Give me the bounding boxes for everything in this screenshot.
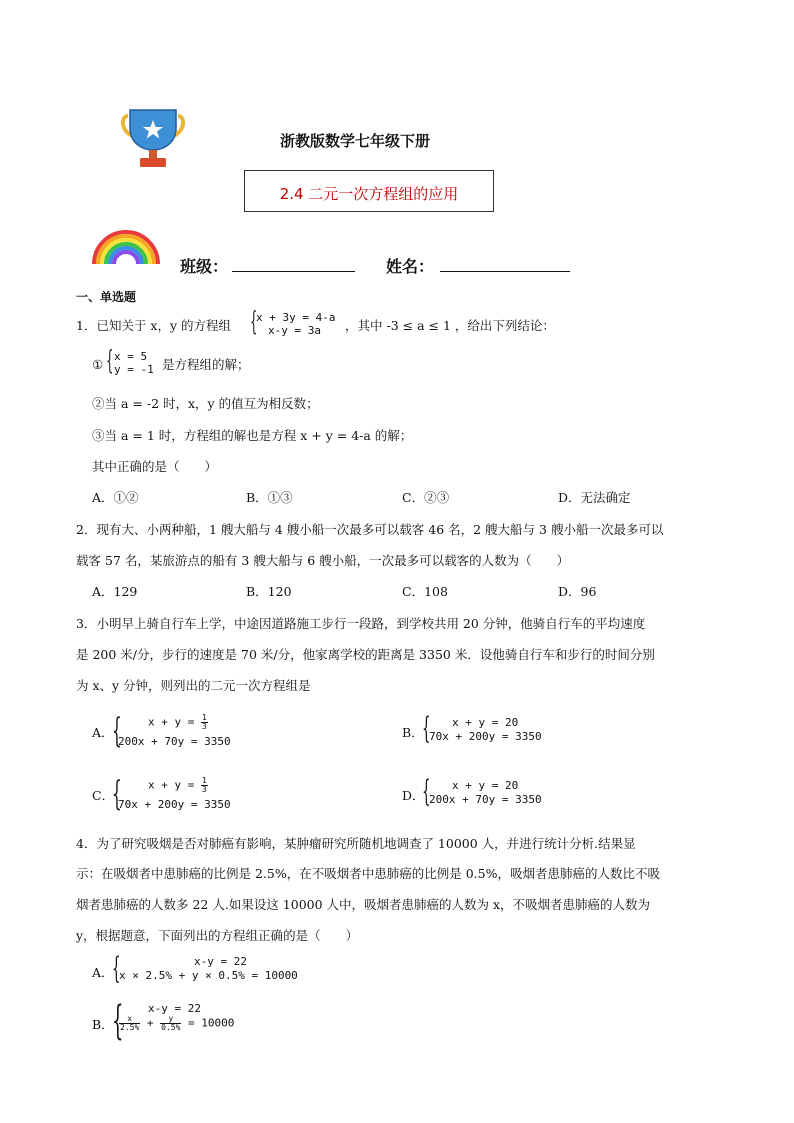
q1-s1-brace: { bbox=[106, 346, 114, 376]
q4-b-brace: { bbox=[112, 998, 124, 1044]
q4-a-brace: { bbox=[112, 951, 121, 986]
q3-line-1: 3．小明早上骑自行车上学，中途因道路施工步行一段路，到学校共用 20 分钟，他骑自行车的平均速度 bbox=[76, 616, 646, 631]
q4-line-4: y，根据题意，下面列出的方程组正确的是（ ） bbox=[76, 928, 359, 943]
q3-option-b[interactable]: B． bbox=[402, 725, 424, 740]
q4-line-1: 4．为了研究吸烟是否对肺癌有影响，某肿瘤研究所随机地调查了 10000 人，并进行统计分析.结果显 bbox=[76, 836, 636, 851]
q1-option-a[interactable]: A．①② bbox=[92, 490, 139, 505]
q2-option-b[interactable]: B．120 bbox=[246, 584, 292, 599]
q1-eq2: x-y = 3a bbox=[268, 324, 321, 337]
q1-statement-3: ③当 a = 1 时，方程组的解也是方程 x + y = 4-a 的解； bbox=[92, 428, 413, 443]
q3-d-brace: { bbox=[422, 774, 431, 809]
q3-c-eq2: 70x + 200y = 3350 bbox=[118, 798, 231, 811]
q3-a-brace: { bbox=[112, 711, 122, 751]
q3-b-brace: { bbox=[422, 711, 431, 746]
q1-s1-mark: ① bbox=[92, 357, 104, 372]
q1-s1-text: 是方程组的解； bbox=[162, 357, 250, 372]
q3-option-c[interactable]: C． bbox=[92, 788, 115, 803]
q3-c-brace: { bbox=[112, 774, 122, 814]
q2-option-d[interactable]: D．96 bbox=[558, 584, 597, 599]
q1-question: 其中正确的是（ ） bbox=[92, 459, 218, 474]
q1-option-c[interactable]: C．②③ bbox=[402, 490, 450, 505]
q1-option-b[interactable]: B．①③ bbox=[246, 490, 293, 505]
q1-statement-2: ②当 a = -2 时，x，y 的值互为相反数； bbox=[92, 396, 319, 411]
q3-a-eq2: 200x + 70y = 3350 bbox=[118, 735, 231, 748]
q4-line-3: 烟者患肺癌的人数多 22 人.如果设这 10000 人中，吸烟者患肺癌的人数为 x，不吸烟者患肺癌的人数为 bbox=[76, 897, 651, 912]
q3-b-eq2: 70x + 200y = 3350 bbox=[429, 730, 542, 743]
q3-b-eq1: x + y = 20 bbox=[452, 716, 519, 729]
q2-option-a[interactable]: A．129 bbox=[92, 584, 138, 599]
q3-d-eq2: 200x + 70y = 3350 bbox=[429, 793, 542, 806]
q4-b-eq1: x-y = 22 bbox=[148, 1002, 201, 1015]
q4-option-a[interactable]: A． bbox=[92, 965, 114, 980]
q3-d-eq1: x + y = 20 bbox=[452, 779, 519, 792]
q3-c-eq1: x + y = $\frac{1}{3}$ bbox=[148, 776, 207, 794]
q1-s1-eq1: x = 5 bbox=[114, 350, 148, 363]
name-blank[interactable] bbox=[440, 271, 570, 272]
q4-line-2: 示：在吸烟者中患肺癌的比例是 2.5%，在不吸烟者中患肺癌的比例是 0.5%，吸烟者患肺癌的人数比不吸 bbox=[76, 866, 660, 881]
q1-condition: ，其中 -3 ≤ a ≤ 1 ，给出下列结论： bbox=[345, 318, 555, 333]
q4-b-eq2: $\frac{x}{2.5\%}$ + $\frac{y}{0.5\%}$ = 10000 bbox=[120, 1014, 235, 1032]
topic-title: 2.4 二元一次方程组的应用 bbox=[279, 185, 459, 203]
q3-line-2: 是 200 米/分，步行的速度是 70 米/分，他家离学校的距离是 3350 米．设他骑自行车和步行的时间分别 bbox=[76, 647, 655, 662]
q3-line-3: 为 x、y 分钟，则列出的二元一次方程组是 bbox=[76, 678, 311, 693]
class-blank[interactable] bbox=[232, 271, 355, 272]
q1-eq1: x + 3y = 4-a bbox=[256, 311, 336, 324]
q3-a-eq1: x + y = $\frac{1}{3}$ bbox=[148, 713, 207, 731]
q3-option-a[interactable]: A． bbox=[92, 725, 114, 740]
page-title: 浙教版数学七年级下册 bbox=[280, 132, 431, 150]
class-label: 班级： bbox=[180, 257, 229, 276]
name-label: 姓名： bbox=[386, 257, 435, 276]
q1-brace: { bbox=[250, 307, 258, 337]
q2-line-2: 载客 57 名，某旅游点的船有 3 艘大船与 6 艘小船，一次最多可以载客的人数为（ ） bbox=[76, 553, 570, 568]
q4-option-b[interactable]: B． bbox=[92, 1017, 114, 1032]
q1-option-d[interactable]: D．无法确定 bbox=[558, 490, 631, 505]
rainbow-icon bbox=[90, 226, 162, 266]
q1-s1-eq2: y = -1 bbox=[114, 363, 154, 376]
q2-line-1: 2．现有大、小两种船，1 艘大船与 4 艘小船一次最多可以载客 46 名，2 艘大船与 3 艘小船一次最多可以 bbox=[76, 522, 664, 537]
q3-option-d[interactable]: D． bbox=[402, 788, 425, 803]
q4-a-eq2: x × 2.5% + y × 0.5% = 10000 bbox=[119, 969, 298, 982]
section-title: 一、单选题 bbox=[76, 290, 137, 304]
trophy-icon bbox=[118, 106, 188, 170]
q2-option-c[interactable]: C．108 bbox=[402, 584, 448, 599]
q4-a-eq1: x-y = 22 bbox=[194, 955, 247, 968]
q1-intro: 1．已知关于 x，y 的方程组 bbox=[76, 318, 232, 333]
